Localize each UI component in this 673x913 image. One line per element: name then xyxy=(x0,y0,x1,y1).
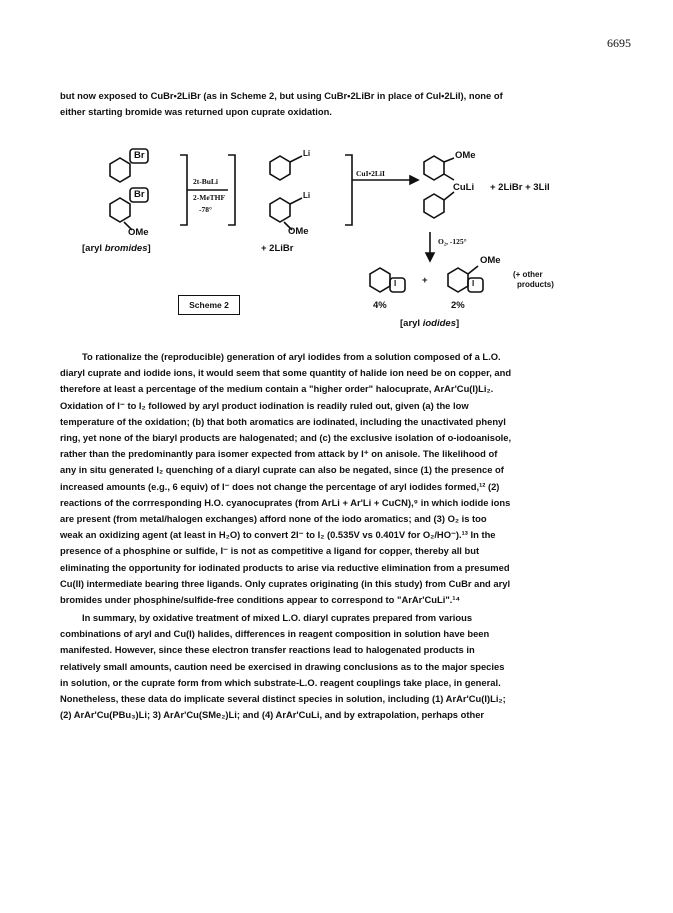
aryl-bromides-label: [aryl bromides] xyxy=(82,243,151,254)
text-line: Nonetheless, these data do implicate several distinct species in solution, including (1) ArAr'Cu(I)Li₂; xyxy=(60,693,506,705)
text-line: presence of a phosphine or sulfide, I⁻ is not as competitive a ligand for copper, thereby all but xyxy=(60,545,480,557)
yield-iodobenzene: 4% xyxy=(373,300,387,311)
paragraph-rationalization xyxy=(60,349,626,608)
benzene-ring xyxy=(370,268,390,292)
benzene-ring xyxy=(424,156,444,180)
benzene-ring xyxy=(270,156,290,180)
reagent-temperature: -78° xyxy=(199,205,212,214)
bromine-label: Br xyxy=(134,189,145,200)
aryl-iodides-label: [aryl iodides] xyxy=(400,318,460,329)
iodine-box xyxy=(468,278,483,292)
page-number: 6695 xyxy=(607,36,631,50)
text-line: temperature of the oxidation; (b) that both aromatics are iodinated, including the unactivated phenyl xyxy=(60,415,506,427)
scheme-label-box: Scheme 2 xyxy=(178,295,240,315)
text-line: weak an oxidizing agent (at least in H₂O) to convert 2I⁻ to I₂ (0.535V vs 0.401V for O₂/HO⁻).¹³ In the xyxy=(60,529,496,541)
reaction-scheme-drawing xyxy=(80,140,600,340)
text-line: Oxidation of I⁻ to I₂ followed by aryl product iodination is readily ruled out, given (a) the low xyxy=(60,399,469,411)
reagent-solvent: 2-MeTHF xyxy=(193,193,226,202)
text-line: reactions of the corrresponding H.O. cyanocuprates (from ArLi + Ar'Li + CuCN),⁹ in which iodide ions xyxy=(60,496,511,508)
culi-label: CuLi xyxy=(453,182,475,193)
text-line: ring, yet none of the biaryl products are halogenated; and (c) the exclusive isolation of o-iodoanisole, xyxy=(60,432,512,444)
benzene-ring xyxy=(270,198,290,222)
text-line: In summary, by oxidative treatment of mixed L.O. diaryl cuprates prepared from various xyxy=(82,612,473,623)
byproducts-label: + 2LiBr + 3LiI xyxy=(490,182,550,193)
methoxy-label: OMe xyxy=(288,226,309,237)
text-line: manifested. However, since these electron transfer reactions lead to halogenated products in xyxy=(60,644,475,656)
lithium-label: Li xyxy=(303,149,311,158)
text-line: but now exposed to CuBr•2LiBr (as in Scheme 2, but using CuBr•2LiBr in place of CuI•2LiI), none of xyxy=(60,90,503,101)
benzene-ring xyxy=(110,198,130,222)
iodine-label: I xyxy=(472,279,475,288)
text-line: combinations of aryl and Cu(I) halides, differences in reagent composition in solution have been xyxy=(60,628,490,640)
plus-sign: + xyxy=(422,275,428,286)
lithium-label: Li xyxy=(303,191,311,200)
reaction-arrow-head xyxy=(410,176,418,184)
reaction-arrow-head xyxy=(426,253,434,261)
text-line: Cu(II) intermediate bearing three ligands. Only cuprates originating (in this study) from CuBr and aryl xyxy=(60,577,511,589)
text-line: are present (from metal/halogen exchanges) afford none of the iodo aromatics; and (3) O₂ is too xyxy=(60,513,487,525)
other-products-label: (+ other xyxy=(513,270,543,279)
text-line: bromides under phosphine/sulfide-free conditions appear to correspond to "ArAr'CuLi".¹⁴ xyxy=(60,594,461,606)
text-line: either starting bromide was returned upon cuprate oxidation. xyxy=(60,106,332,118)
text-line: eliminating the opportunity for iodinated products to arise via reductive elimination from a presumed xyxy=(60,561,510,573)
text-line: (2) ArAr'Cu(PBu₃)Li; 3) ArAr'Cu(SMe₂)Li; and (4) ArAr'CuLi, and by extrapolation, perhaps other xyxy=(60,709,485,721)
oxidation-conditions: O₂, -125° xyxy=(438,237,467,246)
text-line: therefore at least a percentage of the medium contain a "higher order" halocuprate, ArAr'Cu(I)Li₂. xyxy=(60,383,494,395)
reagent-cui: CuI•2LiI xyxy=(356,169,385,178)
text-line: in solution, or the cuprate form from which substrate-L.O. reagent couplings take place, in general. xyxy=(60,676,501,688)
methoxy-label: OMe xyxy=(480,255,501,266)
benzene-ring xyxy=(110,158,130,182)
yield-iodoanisole: 2% xyxy=(451,300,465,311)
text-line: relatively small amounts, caution need be exercised in drawing conclusions as to the major species xyxy=(60,660,505,672)
iodine-box xyxy=(390,278,405,292)
text-line: To rationalize the (reproducible) generation of aryl iodides from a solution composed of a L.O. xyxy=(82,351,501,362)
other-products-label: products) xyxy=(517,280,554,289)
text-line: diaryl cuprate and iodide ions, it would seem that some quantity of halide ion need be on copper, and xyxy=(60,367,512,379)
text-line: any in situ generated I₂ quenching of a diaryl cuprate can also be negated, since (1) the presence of xyxy=(60,464,504,476)
bromine-label: Br xyxy=(134,150,145,161)
scheme-2-diagram xyxy=(80,140,600,340)
text-line: rather than the predominantly para isomer expected from attack by I⁺ on anisole. The likelihood of xyxy=(60,448,498,460)
methoxy-label: OMe xyxy=(128,227,149,238)
benzene-ring xyxy=(448,268,468,292)
iodine-label: I xyxy=(394,279,397,288)
libr-byproduct: + 2LiBr xyxy=(261,243,294,254)
benzene-ring xyxy=(424,194,444,218)
paragraph-summary xyxy=(60,610,626,723)
reagent-tbuli: 2t-BuLi xyxy=(193,177,219,186)
methoxy-label: OMe xyxy=(455,150,476,161)
intro-paragraph xyxy=(60,88,626,120)
text-line: increased amounts (e.g., 6 equiv) of I⁻ does not change the percentage of aryl iodides formed,¹² (2) xyxy=(60,480,500,492)
